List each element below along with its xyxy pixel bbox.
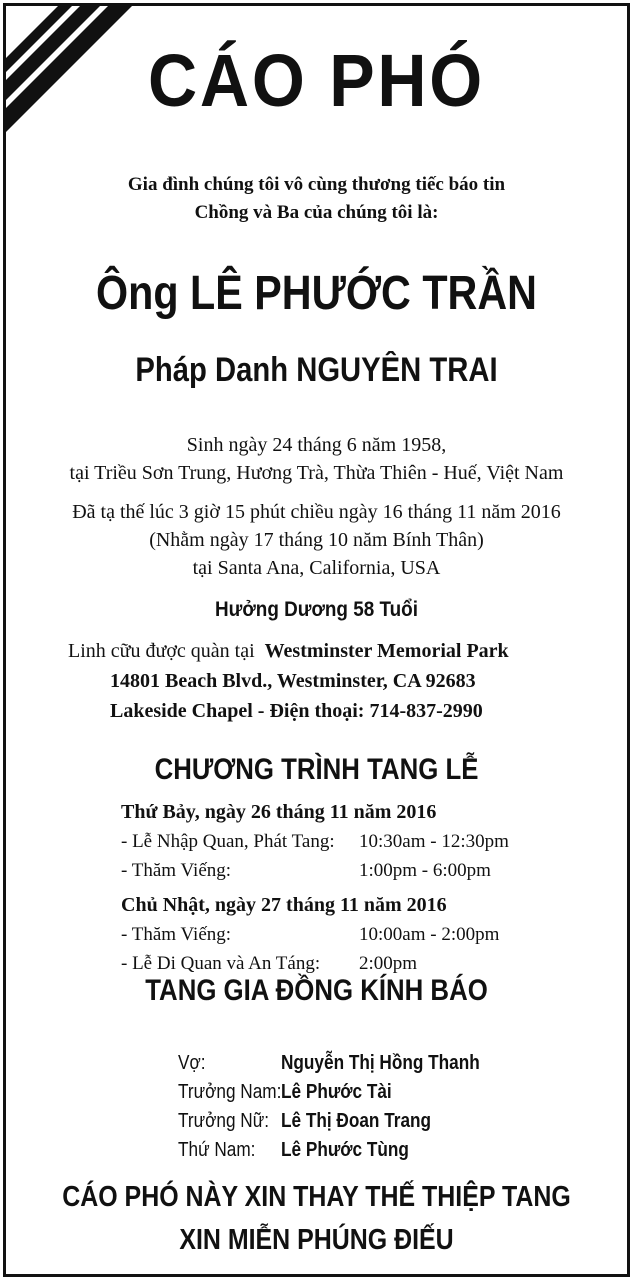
event-label: - Thăm Viếng: <box>121 860 232 881</box>
family-member <box>178 1136 512 1165</box>
birth-line-2: tại Triều Sơn Trung, Hương Trà, Thừa Thiên - Huế, Việt Nam <box>69 462 564 484</box>
viewing-place: Westminster Memorial Park <box>264 640 509 662</box>
member-name: Lê Phước Tùng <box>281 1139 409 1161</box>
footer-line-1: CÁO PHÓ NÀY XIN THAY THẾ THIỆP TANG <box>62 1181 571 1213</box>
page-title: CÁO PHÓ <box>147 39 486 122</box>
viewing-location <box>68 636 509 726</box>
member-name: Nguyễn Thị Hồng Thanh <box>281 1052 480 1074</box>
family-members <box>178 1049 512 1165</box>
member-role: Trưởng Nam: <box>178 1081 282 1103</box>
family-title: TANG GIA ĐỒNG KÍNH BÁO <box>145 974 488 1007</box>
program-day-1: Thứ Bảy, ngày 26 tháng 11 năm 2016 <box>121 801 437 823</box>
announcement-line-1: Gia đình chúng tôi vô cùng thương tiếc báo tin <box>127 174 506 195</box>
family-member <box>178 1049 512 1078</box>
death-line-2: (Nhằm ngày 17 tháng 10 năm Bính Thân) <box>149 529 484 551</box>
announcement <box>6 171 627 227</box>
footer-line-2: XIN MIỄN PHÚNG ĐIẾU <box>179 1224 454 1256</box>
program-day-2: Chủ Nhật, ngày 27 tháng 11 năm 2016 <box>121 894 447 916</box>
program-event <box>121 856 509 885</box>
program-event <box>121 920 509 949</box>
death-info <box>6 498 627 582</box>
member-role: Vợ: <box>178 1052 206 1074</box>
announcement-line-2: Chồng và Ba của chúng tôi là: <box>194 202 439 223</box>
event-label: - Lễ Di Quan và An Táng: <box>121 953 321 974</box>
event-time: 1:00pm - 6:00pm <box>359 860 491 881</box>
death-line-3: tại Santa Ana, California, USA <box>192 557 441 579</box>
birth-line-1: Sinh ngày 24 tháng 6 năm 1958, <box>186 434 447 456</box>
member-role: Thứ Nam: <box>178 1139 256 1161</box>
family-member <box>178 1107 512 1136</box>
birth-info <box>6 431 627 487</box>
deceased-name: Ông LÊ PHƯỚC TRẦN <box>96 267 537 320</box>
program-schedule <box>121 798 509 978</box>
member-role: Trưởng Nữ: <box>178 1110 270 1132</box>
program-event <box>121 827 509 856</box>
viewing-prefix: Linh cữu được quàn tại <box>68 640 255 662</box>
event-time: 2:00pm <box>359 953 418 974</box>
event-time: 10:00am - 2:00pm <box>359 924 500 945</box>
dharma-name: Pháp Danh NGUYÊN TRAI <box>135 351 498 389</box>
obituary-frame <box>3 3 630 1277</box>
age-line: Hưởng Dương 58 Tuổi <box>214 598 418 621</box>
member-name: Lê Thị Đoan Trang <box>281 1110 432 1132</box>
event-label: - Lễ Nhập Quan, Phát Tang: <box>121 831 335 852</box>
member-name: Lê Phước Tài <box>281 1081 392 1103</box>
viewing-chapel: Lakeside Chapel - Điện thoại: 714-837-2990 <box>110 700 483 722</box>
viewing-address: 14801 Beach Blvd., Westminster, CA 92683 <box>110 670 476 692</box>
viewing-line-1 <box>68 636 509 666</box>
event-time: 10:30am - 12:30pm <box>359 831 509 852</box>
program-title: CHƯƠNG TRÌNH TANG LỄ <box>154 753 479 786</box>
death-line-1: Đã tạ thế lúc 3 giờ 15 phút chiều ngày 16 tháng 11 năm 2016 <box>72 501 561 523</box>
family-member <box>178 1078 512 1107</box>
event-label: - Thăm Viếng: <box>121 924 232 945</box>
